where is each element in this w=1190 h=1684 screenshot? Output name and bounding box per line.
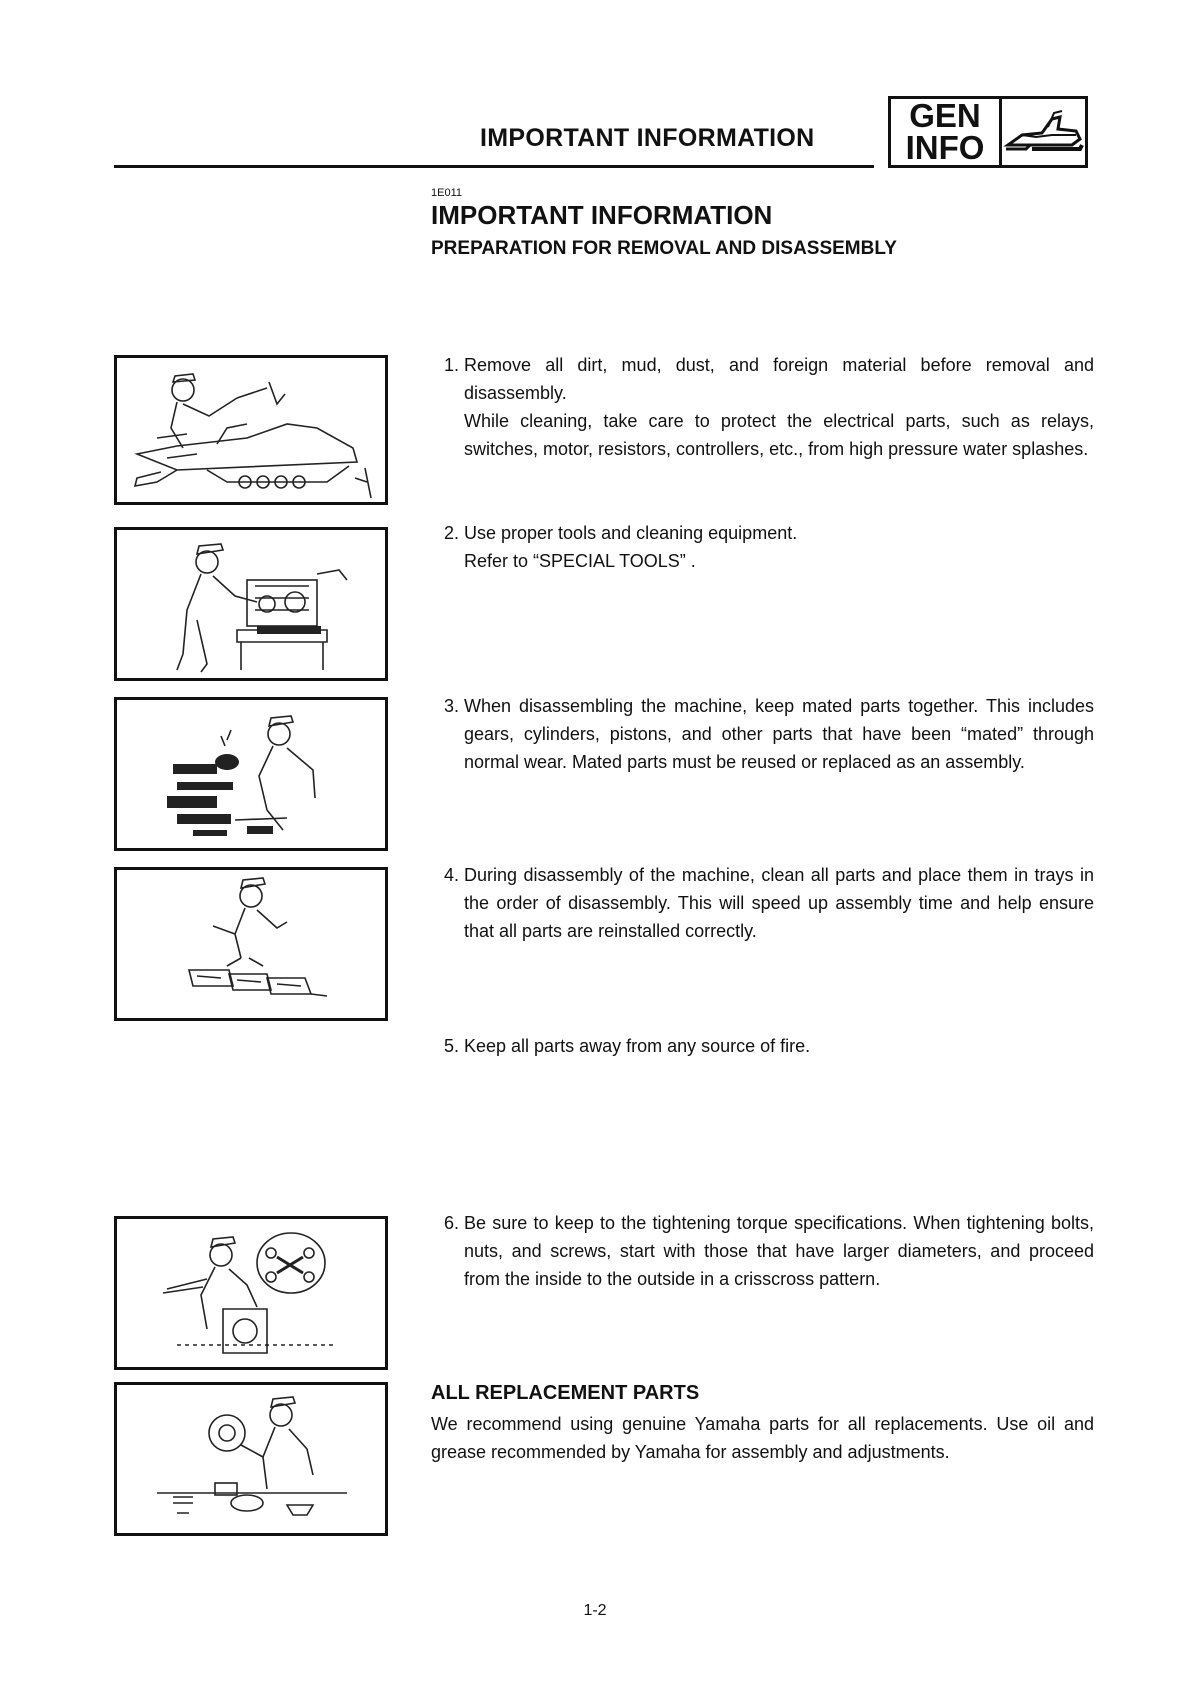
- step-body: [464, 861, 1094, 945]
- section-code: 1E011: [431, 187, 462, 199]
- step-text: Be sure to keep to the tightening torque specifications. When tightening bolts, nuts, and screws, start with those that have larger diameters, and proceed from the inside to the outside in a crisscross pattern.: [464, 1213, 1094, 1289]
- step-text: Keep all parts away from any source of fire.: [464, 1036, 811, 1056]
- gen-info-badge: [888, 96, 1088, 168]
- snowmobile-icon: [1002, 105, 1085, 161]
- header-rule: [114, 165, 874, 168]
- step-3: [444, 692, 1094, 776]
- step-text: During disassembly of the machine, clean all parts and place them in trays in the order of disassembly. This will speed up assembly time and help ensure that all parts are reinstalled correctly.: [464, 865, 1094, 941]
- step-number: 2.: [444, 523, 460, 543]
- step-text: When disassembling the machine, keep mated parts together. This includes gears, cylinders, pistons, and other parts that have been “mated” through normal wear. Mated parts must be reused or replaced as an assembly.: [464, 696, 1094, 772]
- step-body: [464, 1209, 1094, 1293]
- step-number: 6.: [444, 1213, 460, 1233]
- header-title: IMPORTANT INFORMATION: [480, 124, 815, 152]
- step-number: 4.: [444, 865, 460, 885]
- step-4: [444, 861, 1094, 945]
- step-text: Refer to “SPECIAL TOOLS” .: [464, 551, 696, 571]
- step-text: Remove all dirt, mud, dust, and foreign material before removal and disassembly.: [464, 355, 1094, 403]
- figure-tools-equipment: [114, 527, 388, 681]
- page-title: IMPORTANT INFORMATION: [431, 200, 773, 230]
- replacement-body: We recommend using genuine Yamaha parts for all replacements. Use oil and grease recommended by Yamaha for assembly and adjustments.: [431, 1414, 1094, 1462]
- figure-torque-pattern: [114, 1216, 388, 1370]
- step-number: 5.: [444, 1036, 460, 1056]
- step-text: Use proper tools and cleaning equipment.: [464, 523, 798, 543]
- step-1: [444, 351, 1094, 463]
- badge-line2: INFO: [905, 129, 985, 166]
- step-number: 1.: [444, 355, 460, 375]
- step-body: [464, 519, 1094, 575]
- sub-heading: PREPARATION FOR REMOVAL AND DISASSEMBLY: [431, 238, 897, 259]
- replacement-heading: ALL REPLACEMENT PARTS: [431, 1382, 700, 1404]
- figure-replacement-parts: [114, 1382, 388, 1536]
- step-body: [464, 351, 1094, 463]
- step-body: [464, 692, 1094, 776]
- step-5: [444, 1032, 1094, 1060]
- step-2: [444, 519, 1094, 575]
- figure-mated-parts: [114, 697, 388, 851]
- figure-parts-trays: [114, 867, 388, 1021]
- step-6: [444, 1209, 1094, 1293]
- page-number: 1-2: [583, 1602, 607, 1619]
- figure-cleaning-snowmobile: [114, 355, 388, 505]
- step-text: While cleaning, take care to protect the electrical parts, such as relays, switches, motor, resistors, controllers, etc., from high pressure water splashes.: [464, 411, 1094, 459]
- step-body: [464, 1032, 1094, 1060]
- step-number: 3.: [444, 696, 460, 716]
- badge-line1: GEN: [909, 97, 981, 134]
- badge-text: [891, 99, 1002, 165]
